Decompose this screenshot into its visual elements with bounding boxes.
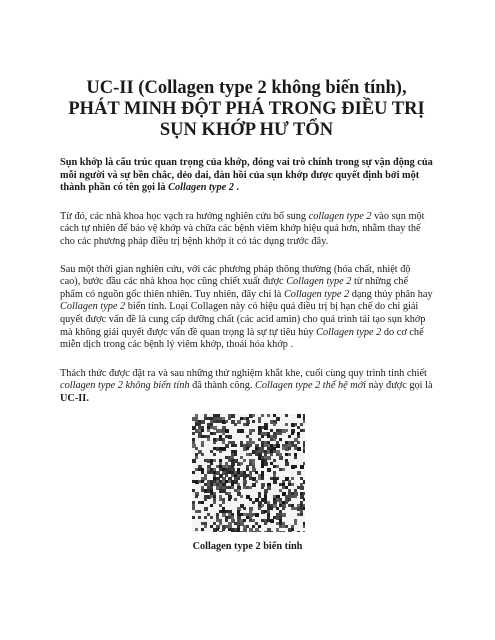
para2-text-b: vào sụn một cách tự nhiên để bảo vệ khớp và chữa các bệnh viêm khớp hiệu quả hơn, nhằm thay thế cho các phương pháp điều trị bệnh khớp ít có tác dụng trước đây. bbox=[60, 210, 425, 247]
para4-text-a: Thách thức được đặt ra và sau những thử nghiệm khắt khe, cuối cùng quy trình tinh chiết bbox=[60, 367, 427, 379]
lead-term: Collagen type 2 bbox=[168, 182, 234, 194]
para3-term-2: Collagen type 2 bbox=[283, 288, 350, 300]
title-line-1: UC-II (Collagen type 2 không biến tính), bbox=[86, 78, 407, 98]
paragraph-2 bbox=[60, 211, 433, 249]
document-title bbox=[60, 78, 433, 141]
para4-term-1: collagen type 2 không biến tính bbox=[60, 380, 190, 392]
paragraph-3 bbox=[60, 264, 433, 352]
para4-term-3: UC-II. bbox=[60, 392, 89, 404]
para3-term-1: Collagen type 2 bbox=[286, 276, 352, 288]
para3-text-a: Sau một thời gian nghiên cứu, với các phương pháp thông thường (hóa chất, nhiệt độ cao), bước đầu các nhà khoa học cũng chiết xuất được bbox=[60, 263, 411, 288]
para3-text-e: do cơ chế miễn dịch trong các bệnh lý viêm khớp, thoái hóa khớp . bbox=[60, 326, 424, 351]
lead-paragraph bbox=[60, 157, 433, 195]
para3-term-4: Collagen type 2 bbox=[316, 326, 382, 338]
paragraph-4 bbox=[60, 368, 433, 406]
para4-text-c: này được gọi là bbox=[366, 380, 433, 392]
para4-term-2: Collagen type 2 thế hệ mới bbox=[255, 380, 367, 392]
title-line-3: SỤN KHỚP HƯ TỔN bbox=[159, 120, 334, 140]
figure-caption: Collagen type 2 biến tính bbox=[192, 541, 303, 552]
collagen-micrograph-image bbox=[192, 414, 305, 532]
title-line-2: PHÁT MINH ĐỘT PHÁ TRONG ĐIỀU TRỊ bbox=[68, 99, 425, 119]
para3-term-3: Collagen type 2 bbox=[60, 301, 126, 313]
para2-term: collagen type 2 bbox=[308, 210, 372, 222]
para3-text-b: từ những chế phẩm có nguồn gốc thiên nhiên. Tuy nhiên, đây chỉ là bbox=[60, 276, 409, 300]
lead-text: Sụn khớp là cấu trúc quan trọng của khớp, đóng vai trò chính trong sự vận động của mỗi người và sự bền chắc, dẻo dai, đàn hồi của sụn khớp được quyết định bởi một thành phần có tên gọi là bbox=[60, 157, 433, 194]
para3-text-c: dạng thủy phân hay bbox=[349, 288, 433, 300]
lead-end: . bbox=[233, 182, 240, 194]
para3-text-d: biến tính. Loại Collagen này có hiệu quả điều trị bị hạn chế do chỉ giải quyết được vấn đề là cung cấp dưỡng chất (các acid amin) cho quá trình tái tạo sụn khớp mà không giải quyết được vấn đề quan trọng là sự tự tiêu hủy bbox=[60, 301, 426, 338]
micrograph-svg bbox=[192, 414, 305, 532]
para4-text-b: đã thành công. bbox=[189, 380, 256, 392]
para2-text-a: Từ đó, các nhà khoa học vạch ra hướng nghiên cứu bổ sung bbox=[60, 210, 309, 222]
